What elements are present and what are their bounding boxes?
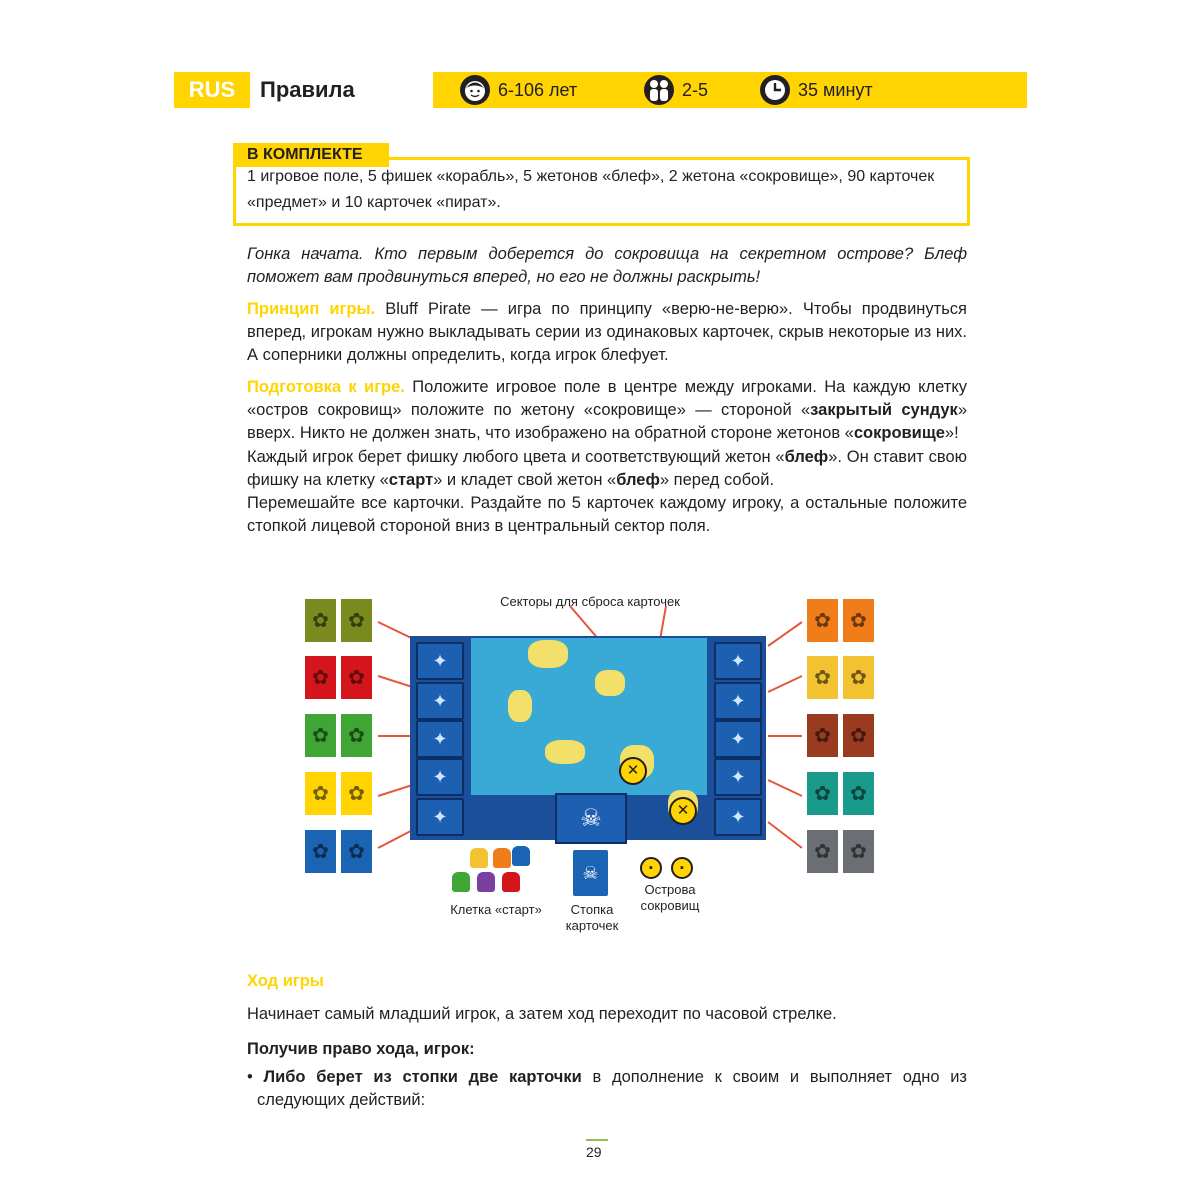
island [528,640,568,668]
ship-piece-icon [452,872,470,892]
setup-bold-1: закрытый сундук [810,401,958,419]
turn-bullet-text: в дополнение к своим и выполняет одно из следующих действий: [257,1068,967,1109]
turn-bullet-bold: Либо берет из стопки две карточки [263,1068,582,1086]
item-card: ✿ [341,830,372,873]
treasure-token-icon: ✕ [669,797,697,825]
page-number: 29 [586,1144,602,1160]
setup-text-1d: »! [944,424,959,442]
ship-piece-icon [502,872,520,892]
principle-text: Bluff Pirate — игра по принципу «верю-не-верю». Чтобы продвинуться вперед, игрокам нужно выкладывать серии из одинаковых карточек, скрыв некоторые из них. А соперники должны определить, когда игрок блефует. [247,300,967,364]
board-map [471,638,707,795]
item-card: ✿ [807,656,838,699]
turn-heading [247,970,967,993]
discard-slot: ✦ [416,642,464,680]
item-card: ✿ [341,772,372,815]
intro-text: Гонка начата. Кто первым доберется до сокровища на секретном острове? Блеф поможет вам продвинуться вперед, но его не должны раскрыть! [247,245,967,286]
item-card: ✿ [305,599,336,642]
islands-caption: Острова сокровищ [640,882,700,913]
treasure-token-icon: ✕ [619,757,647,785]
ship-piece-icon [512,846,530,866]
skull-crossbones-icon: ☠ [555,793,627,844]
age-info [460,72,577,108]
item-card: ✿ [305,772,336,815]
item-card: ✿ [341,714,372,757]
two-people-icon [644,75,674,105]
start-cell-caption: Клетка «старт» [450,902,542,917]
age-text: 6-106 лет [498,79,578,100]
game-info-bar [433,72,1027,108]
page-title: Правила [260,77,355,102]
turn-heading-text: Ход игры [247,972,324,990]
discard-slot: ✦ [416,758,464,796]
kit-label: В КОМПЛЕКТЕ [233,143,389,167]
principle-paragraph [247,298,967,367]
item-card: ✿ [843,656,874,699]
setup-heading: Подготовка к игре. [247,378,405,396]
island [545,740,585,764]
setup-text-2a: Каждый игрок берет фишку любого цвета и соответствующий жетон « [247,448,785,466]
discard-slot: ✦ [714,642,762,680]
discard-slot: ✦ [416,682,464,720]
bullet-marker: • [247,1068,264,1086]
clock-icon [760,75,790,105]
players-text: 2-5 [682,79,709,100]
kit-contents: 1 игровое поле, 5 фишек «корабль», 5 жетонов «блеф», 2 жетона «сокровище», 90 карточек «предмет» и 10 карточек «пират». [247,168,935,211]
item-card: ✿ [807,714,838,757]
arrow-line [768,822,802,848]
child-face-icon [460,75,490,105]
chest-token-icon: ▪ [671,857,693,879]
setup-bold-4: старт [388,471,434,489]
turn-paragraph-2: Получив право хода, игрок: [247,1040,475,1058]
item-card: ✿ [305,714,336,757]
ship-piece-icon [470,848,488,868]
arrow-line [660,606,666,640]
setup-paragraph-1 [247,376,967,445]
ship-piece-icon [493,848,511,868]
item-card: ✿ [341,656,372,699]
setup-text-1c: » вверх. Никто не должен знать, что изображено на обратной стороне жетонов « [247,401,967,442]
discard-slot: ✦ [416,720,464,758]
chest-token-icon: ▪ [640,857,662,879]
discard-sectors-caption: Секторы для сброса карточек [500,594,680,609]
discard-slot: ✦ [714,798,762,836]
island [595,670,625,696]
deck-caption: Стопка карточек [565,902,619,933]
discard-slot: ✦ [416,798,464,836]
setup-text-1a: Положите игровое поле в центре между игроками. На каждую клетку «остров сокровищ» положите по жетону «сокровище» — стороной « [247,378,967,419]
footer-accent-line [586,1139,608,1141]
arrow-line [768,622,802,646]
setup-bold-2: сокровище [853,424,945,442]
setup-paragraph-2 [247,446,967,492]
setup-paragraph-3: Перемешайте все карточки. Раздайте по 5 карточек каждому игроку, а остальные положите стопкой лицевой стороной вниз в центральный сектор поля. [247,494,967,535]
item-card: ✿ [341,599,372,642]
card-deck-icon: ☠ [573,850,608,896]
setup-text-2d: » и кладет свой жетон « [433,471,617,489]
arrow-line [768,780,802,796]
item-card: ✿ [305,656,336,699]
setup-text-2c: ». Он ставит свою фишку на клетку « [247,448,967,489]
turn-paragraph-1: Начинает самый младший игрок, а затем ход переходит по часовой стрелке. [247,1005,837,1023]
turn-bullet [247,1066,967,1112]
item-card: ✿ [305,830,336,873]
ship-piece-icon [477,872,495,892]
item-card: ✿ [807,599,838,642]
players-info [644,72,708,108]
item-card: ✿ [807,772,838,815]
setup-bold-3: блеф [784,448,829,466]
item-card: ✿ [807,830,838,873]
discard-slot: ✦ [714,682,762,720]
item-card: ✿ [843,830,874,873]
time-text: 35 минут [798,79,873,100]
language-tag: RUS [174,72,250,108]
setup-text-2e: » перед собой. [659,471,775,489]
item-card: ✿ [843,714,874,757]
discard-slot: ✦ [714,758,762,796]
time-info [760,72,873,108]
item-card: ✿ [843,772,874,815]
principle-heading: Принцип игры. [247,300,376,318]
setup-bold-5: блеф [616,471,660,489]
arrow-line [768,676,802,692]
item-card: ✿ [843,599,874,642]
discard-slot: ✦ [714,720,762,758]
island [508,690,532,722]
